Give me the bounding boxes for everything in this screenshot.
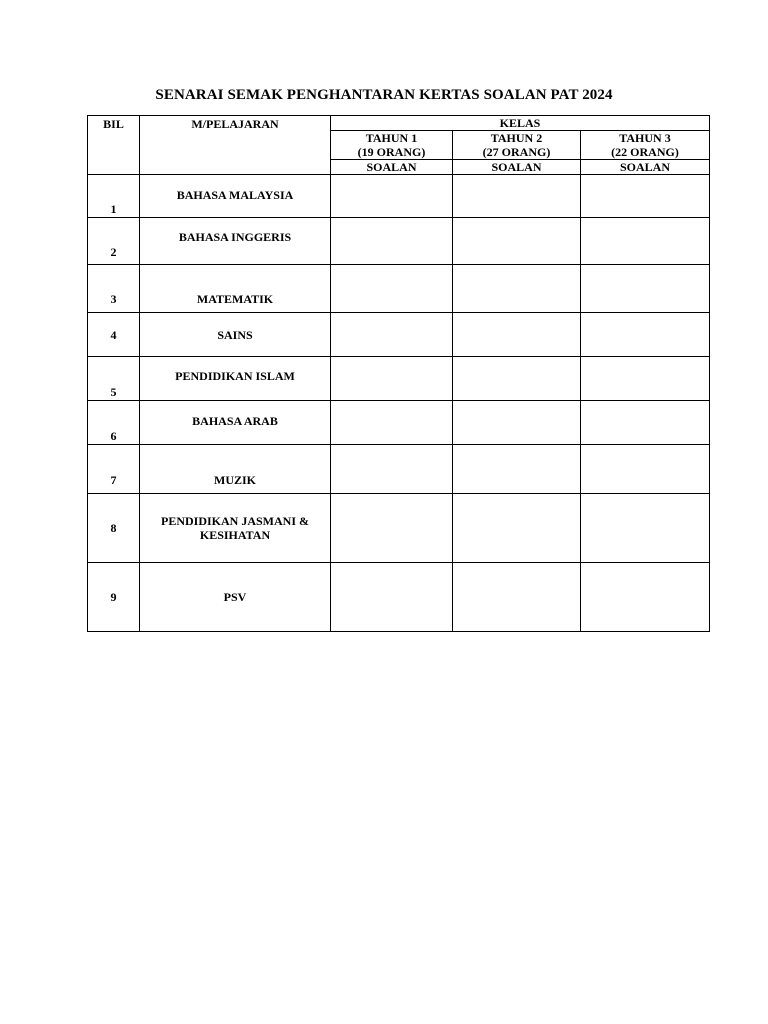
class-name: TAHUN 3 (619, 131, 671, 145)
checkbox-cell-tahun-2[interactable] (453, 175, 581, 218)
checkbox-cell-tahun-2[interactable] (453, 494, 581, 563)
header-kelas: KELAS (331, 116, 710, 131)
checkbox-cell-tahun-2[interactable] (453, 218, 581, 265)
table-row (88, 313, 710, 357)
header-class-1 (331, 131, 453, 160)
header-subject: M/PELAJARAN (140, 116, 331, 175)
table-row (88, 218, 710, 265)
checkbox-cell-tahun-1[interactable] (331, 494, 453, 563)
checkbox-cell-tahun-1[interactable] (331, 445, 453, 494)
checkbox-cell-tahun-1[interactable] (331, 175, 453, 218)
header-soalan-3: SOALAN (581, 160, 710, 175)
row-subject: PENDIDIKAN JASMANI & KESIHATAN (140, 494, 331, 563)
page-title: SENARAI SEMAK PENGHANTARAN KERTAS SOALAN PAT 2024 (155, 87, 613, 103)
class-name: TAHUN 2 (490, 131, 543, 145)
checkbox-cell-tahun-1[interactable] (331, 313, 453, 357)
table-row (88, 563, 710, 632)
row-subject: BAHASA ARAB (140, 401, 331, 445)
row-subject: PSV (140, 563, 331, 632)
checkbox-cell-tahun-3[interactable] (581, 357, 710, 401)
checkbox-cell-tahun-3[interactable] (581, 313, 710, 357)
checkbox-cell-tahun-3[interactable] (581, 445, 710, 494)
checkbox-cell-tahun-1[interactable] (331, 218, 453, 265)
class-count: (19 ORANG) (357, 145, 426, 159)
checkbox-cell-tahun-1[interactable] (331, 563, 453, 632)
row-subject: MATEMATIK (140, 265, 331, 313)
table-row (88, 265, 710, 313)
checkbox-cell-tahun-2[interactable] (453, 265, 581, 313)
row-number: 2 (88, 218, 140, 265)
checkbox-cell-tahun-3[interactable] (581, 494, 710, 563)
table-row (88, 494, 710, 563)
row-subject: SAINS (140, 313, 331, 357)
header-class-2 (453, 131, 581, 160)
checkbox-cell-tahun-3[interactable] (581, 401, 710, 445)
header-class-3 (581, 131, 710, 160)
table-row (88, 445, 710, 494)
table-row (88, 175, 710, 218)
checkbox-cell-tahun-2[interactable] (453, 401, 581, 445)
row-number: 4 (88, 313, 140, 357)
class-count: (22 ORANG) (611, 145, 679, 159)
row-subject: PENDIDIKAN ISLAM (140, 357, 331, 401)
row-number: 3 (88, 265, 140, 313)
row-number: 9 (88, 563, 140, 632)
checkbox-cell-tahun-1[interactable] (331, 357, 453, 401)
header-soalan-2: SOALAN (453, 160, 581, 175)
class-name: TAHUN 1 (365, 131, 418, 145)
row-number: 6 (88, 401, 140, 445)
row-subject: MUZIK (140, 445, 331, 494)
checkbox-cell-tahun-2[interactable] (453, 357, 581, 401)
checkbox-cell-tahun-2[interactable] (453, 313, 581, 357)
row-number: 8 (88, 494, 140, 563)
row-number: 7 (88, 445, 140, 494)
row-number: 5 (88, 357, 140, 401)
table-row (88, 357, 710, 401)
checkbox-cell-tahun-3[interactable] (581, 218, 710, 265)
header-bil: BIL (88, 116, 140, 175)
checklist-table (87, 115, 710, 632)
checkbox-cell-tahun-1[interactable] (331, 265, 453, 313)
checkbox-cell-tahun-3[interactable] (581, 563, 710, 632)
row-number: 1 (88, 175, 140, 218)
checkbox-cell-tahun-2[interactable] (453, 445, 581, 494)
class-count: (27 ORANG) (482, 145, 551, 159)
checkbox-cell-tahun-1[interactable] (331, 401, 453, 445)
checkbox-cell-tahun-2[interactable] (453, 563, 581, 632)
checkbox-cell-tahun-3[interactable] (581, 265, 710, 313)
row-subject: BAHASA MALAYSIA (140, 175, 331, 218)
header-soalan-1: SOALAN (331, 160, 453, 175)
checkbox-cell-tahun-3[interactable] (581, 175, 710, 218)
row-subject: BAHASA INGGERIS (140, 218, 331, 265)
table-row (88, 401, 710, 445)
